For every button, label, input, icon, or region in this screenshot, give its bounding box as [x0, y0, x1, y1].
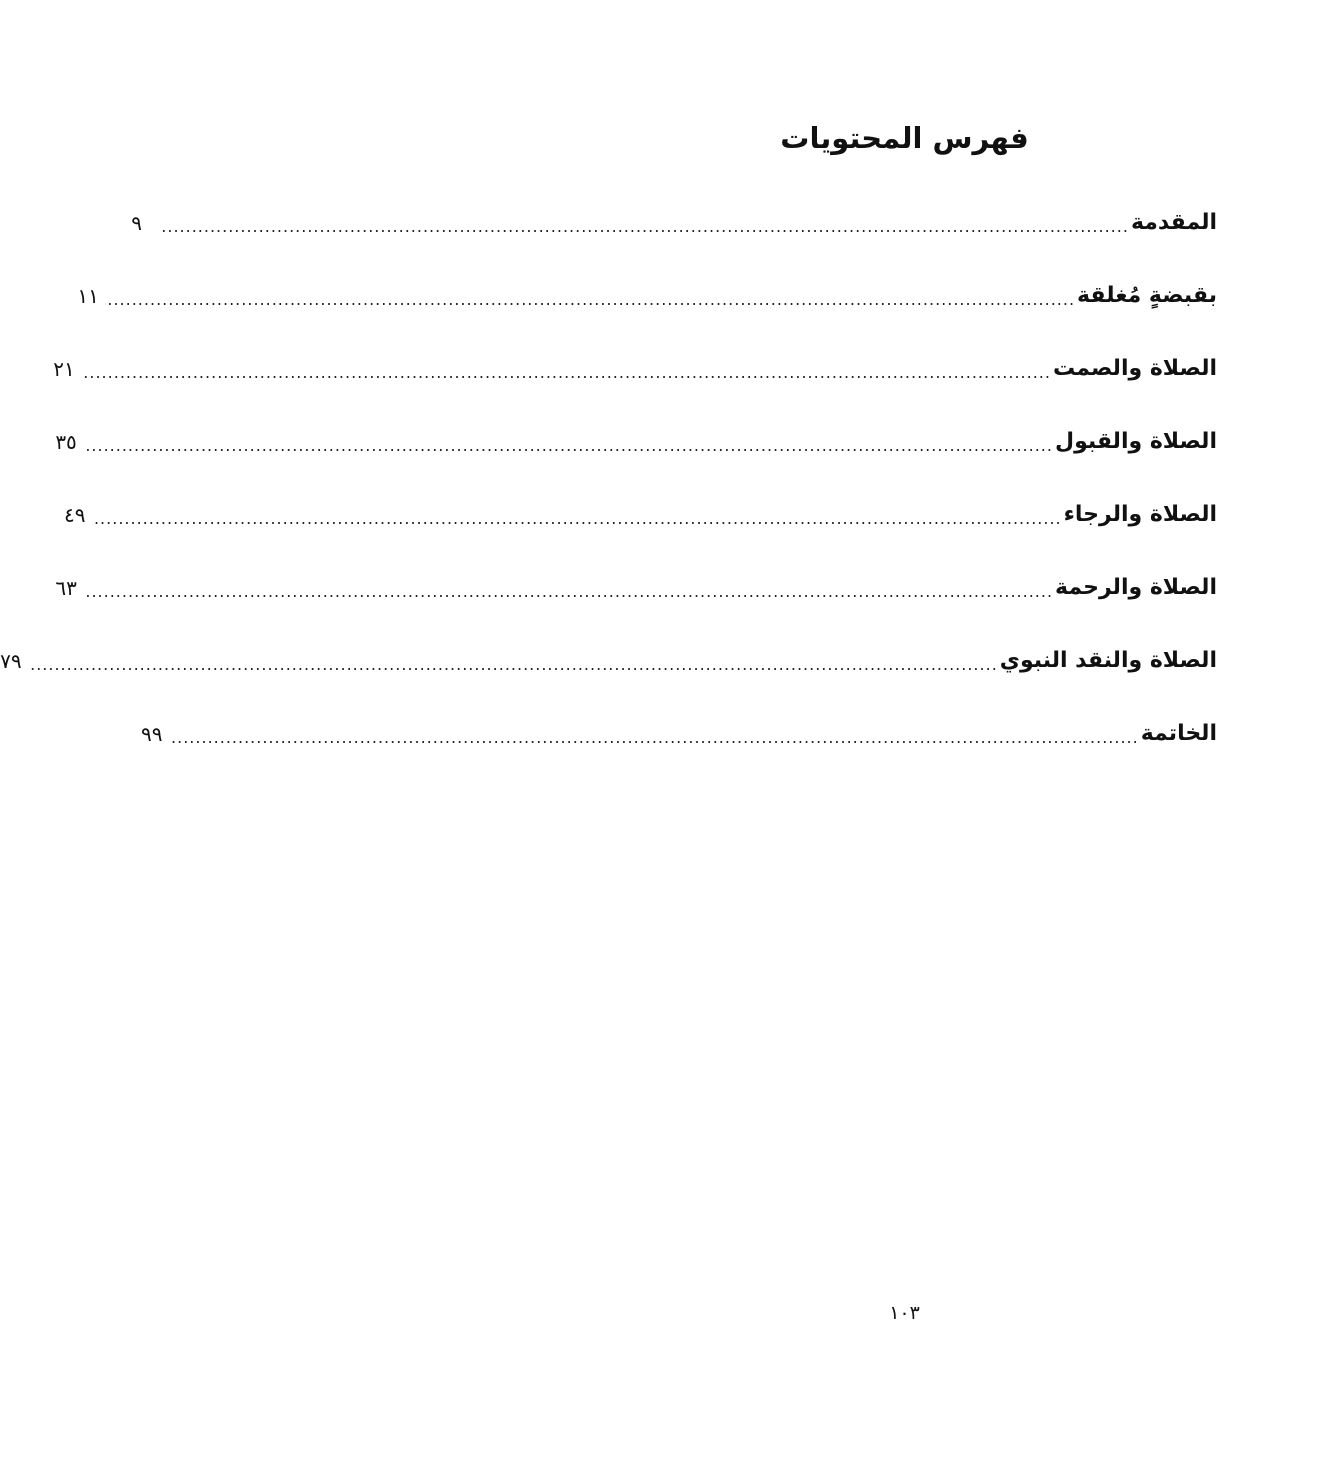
toc-entry-prayer-prophetic-critique — [0, 624, 1217, 697]
toc-page-number: ٦٣ — [55, 575, 77, 600]
toc-page-number: ٢١ — [53, 356, 75, 381]
toc-entry-introduction — [131, 186, 1217, 259]
page-number: ١٠٣ — [889, 1302, 920, 1324]
toc-entry-prayer-mercy — [55, 551, 1217, 624]
table-of-contents — [0, 186, 1217, 770]
toc-dot-leader: ............................................................................................................................................................... — [85, 582, 1054, 601]
toc-entry-closed-fist — [77, 259, 1217, 332]
toc-page-number: ١١ — [77, 283, 99, 308]
toc-entry-title: الصلاة والرجاء — [1063, 502, 1217, 527]
toc-page-number: ٩٩ — [141, 721, 163, 746]
toc-page-number: ٤٩ — [63, 502, 86, 527]
toc-dot-leader: ............................................................................................................................................................... — [161, 217, 1129, 236]
toc-dot-leader: ............................................................................................................................................................... — [171, 728, 1139, 747]
toc-dot-leader: ............................................................................................................................................................... — [83, 363, 1051, 382]
toc-entry-title: المقدمة — [1130, 210, 1217, 235]
toc-entry-title: الصلاة والنقد النبوي — [999, 648, 1217, 673]
toc-dot-leader: ............................................................................................................................................................... — [93, 509, 1062, 528]
page-title: فهرس المحتويات — [780, 121, 1029, 155]
toc-entry-prayer-silence — [53, 332, 1217, 405]
toc-dot-leader: ............................................................................................................................................................... — [85, 436, 1053, 455]
toc-entry-prayer-acceptance — [55, 405, 1217, 478]
toc-entry-conclusion — [141, 697, 1217, 770]
toc-entry-prayer-hope — [63, 478, 1217, 551]
toc-page-number: ٧٩ — [0, 648, 22, 673]
toc-dot-leader: ............................................................................................................................................................... — [107, 290, 1076, 309]
toc-dot-leader: ............................................................................................................................................................... — [30, 655, 998, 674]
toc-entry-title: الخاتمة — [1140, 721, 1217, 746]
toc-entry-title: بقبضةٍ مُغلقة — [1077, 283, 1217, 308]
toc-page-number: ٣٥ — [55, 429, 77, 454]
toc-page-number: ٩ — [131, 210, 143, 235]
toc-entry-title: الصلاة والرحمة — [1055, 575, 1217, 600]
toc-entry-title: الصلاة والقبول — [1054, 429, 1217, 454]
toc-entry-title: الصلاة والصمت — [1052, 356, 1217, 381]
